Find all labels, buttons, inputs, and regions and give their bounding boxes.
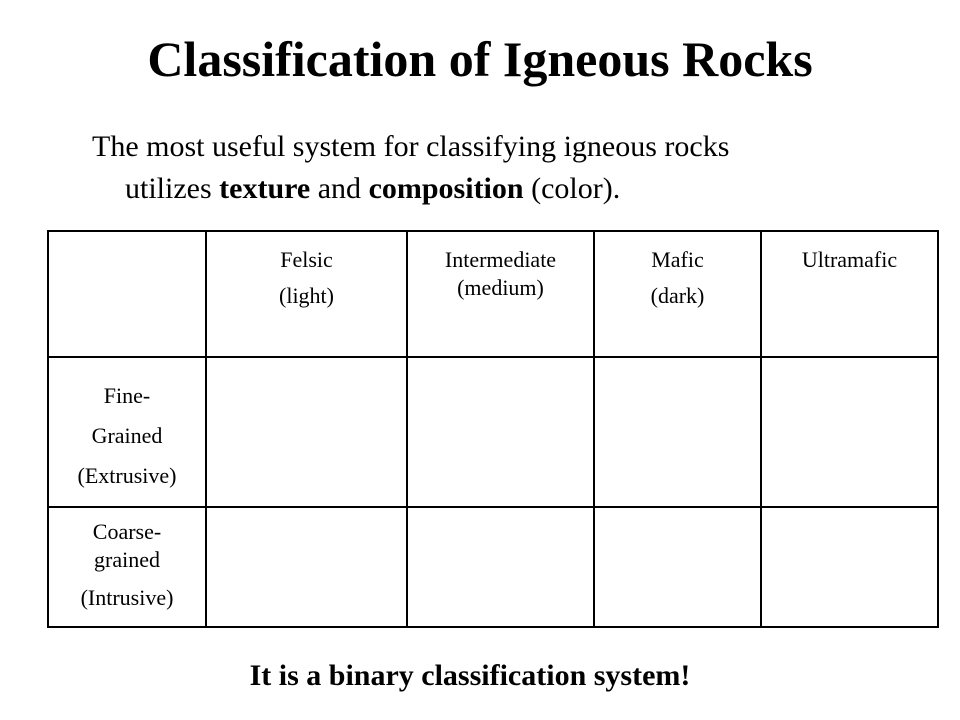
column-subtitle: (light) — [279, 283, 334, 308]
column-name: Intermediate — [444, 247, 557, 272]
column-header-felsic — [206, 231, 407, 357]
intro-and: and — [310, 172, 369, 205]
row-header-line: Coarse- — [92, 519, 162, 544]
table-cell — [594, 357, 761, 507]
intro-line-2 — [92, 168, 912, 210]
intro-line-1: The most useful system for classifying igneous rocks — [92, 130, 730, 163]
table-cell — [761, 507, 938, 627]
intro-composition-keyword: composition — [368, 172, 524, 205]
row-header-line: (Extrusive) — [77, 463, 177, 488]
row-header-fine-grained — [48, 357, 206, 507]
table-header-row — [48, 231, 938, 357]
classification-table — [47, 230, 939, 628]
table-cell — [761, 357, 938, 507]
slide-title: Classification of Igneous Rocks — [147, 31, 813, 87]
row-header-line: grained — [94, 547, 160, 572]
column-subtitle: (medium) — [457, 275, 544, 300]
table-row-fine-grained — [48, 357, 938, 507]
table-cell — [206, 357, 407, 507]
row-header-line: Fine- — [103, 383, 151, 408]
row-header-line: Grained — [91, 423, 163, 448]
column-name: Felsic — [280, 247, 333, 272]
column-header-intermediate — [407, 231, 594, 357]
table-cell — [407, 357, 594, 507]
intro-line-2-pre: utilizes — [125, 172, 220, 205]
intro-texture-keyword: texture — [219, 172, 311, 205]
row-header-line: (Intrusive) — [80, 585, 174, 610]
table-corner-cell — [48, 231, 206, 357]
column-header-ultramafic — [761, 231, 938, 357]
intro-line-2-post: (color). — [523, 172, 621, 205]
table-cell — [407, 507, 594, 627]
table-cell — [206, 507, 407, 627]
column-name: Ultramafic — [801, 247, 898, 272]
column-subtitle: (dark) — [650, 283, 705, 308]
footer-statement: It is a binary classification system! — [249, 659, 691, 692]
row-header-coarse-grained — [48, 507, 206, 627]
column-name: Mafic — [651, 247, 704, 272]
table-cell — [594, 507, 761, 627]
table-row-coarse-grained — [48, 507, 938, 627]
intro-text — [92, 126, 912, 210]
column-header-mafic — [594, 231, 761, 357]
